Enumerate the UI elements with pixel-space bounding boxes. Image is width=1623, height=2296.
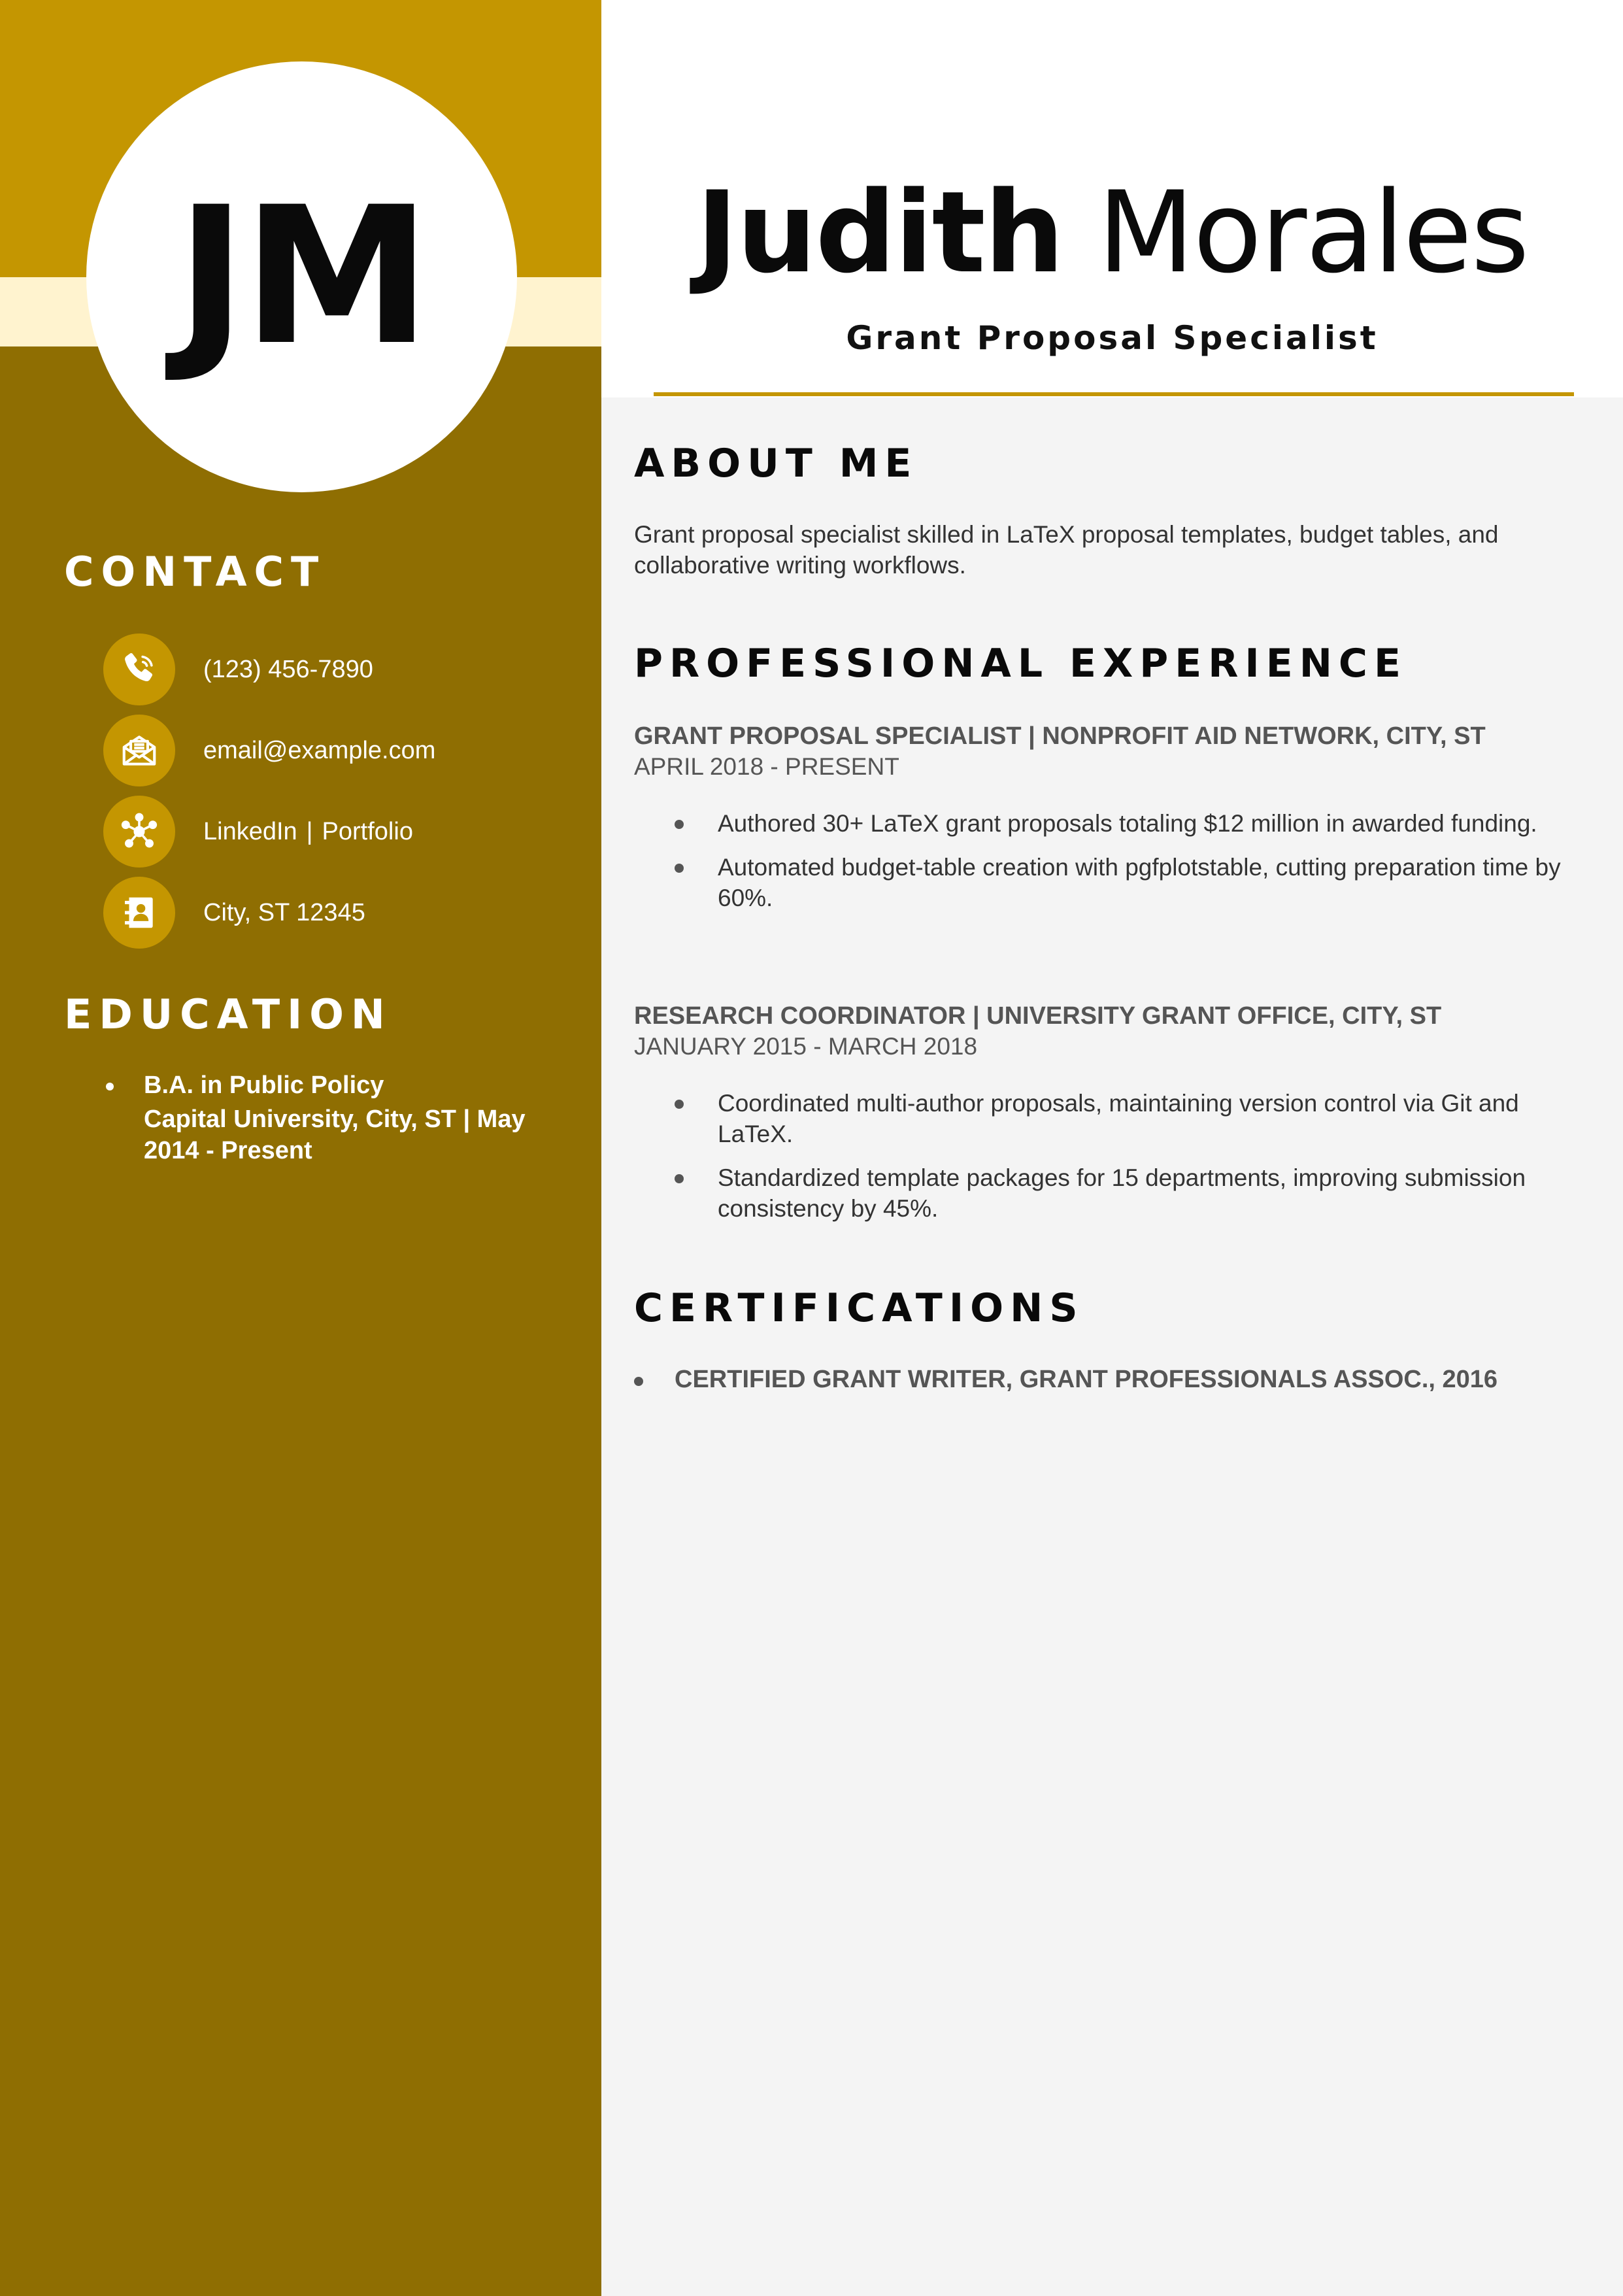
about-text: Grant proposal specialist skilled in LaTeX proposal templates, budget tables, and collaborative writing workflows. — [634, 521, 1499, 579]
education-school-line2: 2014 - Present — [144, 1137, 312, 1164]
monogram-initials: JM — [176, 166, 427, 387]
contact-email-text: email@example.com — [203, 736, 436, 764]
contact-heading: CONTACT — [64, 548, 326, 596]
job-dates: JANUARY 2015 - MARCH 2018 — [634, 1033, 978, 1060]
certifications-heading: CERTIFICATIONS — [634, 1285, 1084, 1331]
first-name: Judith — [696, 167, 1063, 298]
experience-item — [634, 1000, 1582, 1224]
contact-item-email — [103, 710, 587, 791]
job-bullet: Coordinated multi-author proposals, maintaining version control via Git and LaTeX. — [634, 1088, 1582, 1149]
contact-phone-text: (123) 456-7890 — [203, 655, 373, 683]
contact-item-phone — [103, 629, 587, 710]
job-role: GRANT PROPOSAL SPECIALIST | NONPROFIT AID NETWORK, CITY, ST — [634, 722, 1486, 750]
candidate-name — [601, 167, 1623, 298]
job-title: Grant Proposal Specialist — [846, 319, 1379, 357]
education-degree: B.A. in Public Policy — [144, 1072, 384, 1099]
job-dates: APRIL 2018 - PRESENT — [634, 753, 899, 780]
portfolio-link[interactable]: Portfolio — [322, 817, 413, 845]
certifications-list — [634, 1364, 1582, 1395]
network-icon — [103, 796, 175, 868]
link-separator: | — [306, 817, 313, 845]
education-item — [105, 1070, 562, 1166]
certification-item: CERTIFIED GRANT WRITER, GRANT PROFESSIONALS ASSOC., 2016 — [634, 1364, 1582, 1395]
education-list — [105, 1070, 562, 1166]
experience-item — [634, 720, 1582, 913]
last-name: Morales — [1097, 167, 1528, 298]
job-bullets — [634, 808, 1582, 913]
education-heading: EDUCATION — [64, 990, 392, 1038]
contact-list — [103, 629, 587, 953]
monogram-badge — [86, 61, 517, 492]
contact-links-text — [203, 818, 413, 846]
contact-item-address — [103, 872, 587, 953]
experience-heading: PROFESSIONAL EXPERIENCE — [634, 641, 1407, 686]
envelope-icon — [103, 715, 175, 786]
phone-icon — [103, 633, 175, 705]
job-bullet: Standardized template packages for 15 departments, improving submission consistency by 45%. — [634, 1162, 1582, 1224]
about-heading: ABOUT ME — [634, 441, 918, 486]
job-role: RESEARCH COORDINATOR | UNIVERSITY GRANT OFFICE, CITY, ST — [634, 1002, 1442, 1030]
linkedin-link[interactable]: LinkedIn — [203, 817, 297, 845]
address-book-icon — [103, 877, 175, 949]
job-bullets — [634, 1088, 1582, 1224]
job-bullet: Automated budget-table creation with pgfplotstable, cutting preparation time by 60%. — [634, 852, 1582, 913]
contact-address-text: City, ST 12345 — [203, 898, 365, 926]
contact-item-links — [103, 791, 587, 872]
education-school-line1: Capital University, City, ST | May — [144, 1106, 526, 1133]
job-bullet: Authored 30+ LaTeX grant proposals totaling $12 million in awarded funding. — [634, 808, 1582, 839]
title-divider — [654, 392, 1574, 396]
